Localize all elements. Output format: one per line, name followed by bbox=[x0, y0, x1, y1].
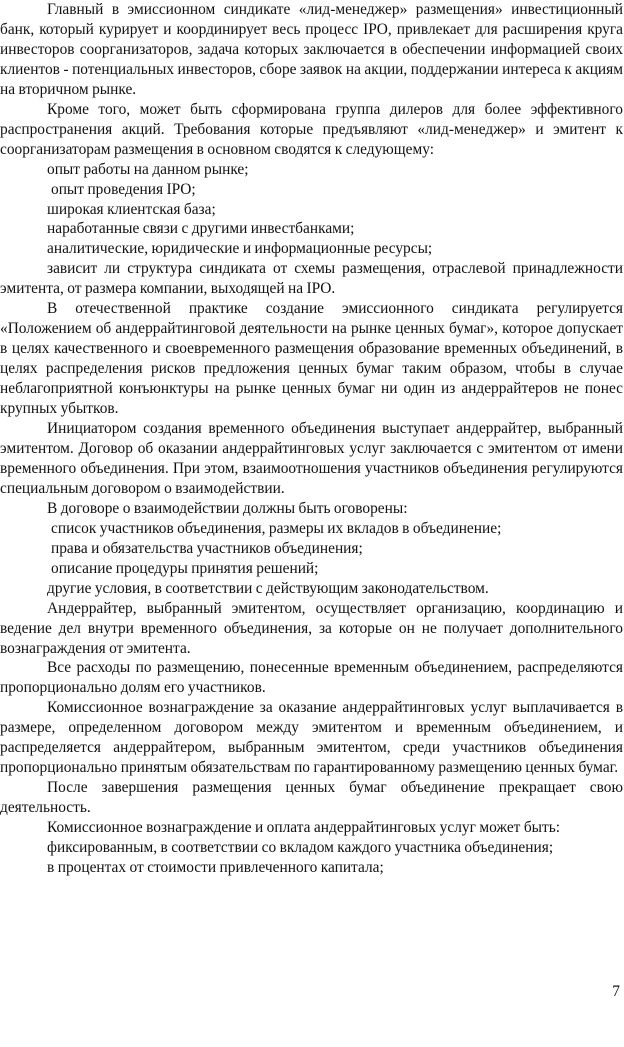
paragraph-domestic-practice: В отечественной практике создание эмиссионного синдиката регулируется «Положением об андеррайтинговой деятельности на рынке ценных бумаг», которое допускает в целях качественного и своевременного размещения образование временных объединений, в целях распределения рисков предложения ценных бумаг таким образом, чтобы в случае неблагоприятной конъюнктуры на рынке ценных бумаг ни один из андеррайтеров не понес крупных убытков. bbox=[0, 300, 623, 418]
paragraph-initiator: Инициатором создания временного объединения выступает андеррайтер, выбранный эмитентом. Договор об оказании андеррайтинговых услуг заключается с эмитентом от имени временного объединения. При этом, взаимоотношения участников объединения регулируются специальным договором о взаимодействии. bbox=[0, 420, 623, 497]
list-item: описание процедуры принятия решений; bbox=[51, 559, 319, 577]
paragraph-payment: Комиссионное вознаграждение и оплата андеррайтинговых услуг может быть: bbox=[47, 819, 561, 837]
list-item: опыт работы на данном рынке; bbox=[47, 160, 249, 178]
list-item: другие условия, в соответствии с действующим законодательством. bbox=[47, 579, 489, 597]
page-number: 7 bbox=[612, 983, 620, 1000]
list-item: в процентах от стоимости привлеченного капитала; bbox=[47, 858, 384, 876]
list-item: права и обязательства участников объединения; bbox=[51, 539, 363, 557]
list-item: широкая клиентская база; bbox=[47, 200, 216, 218]
paragraph-lead-manager: Главный в эмиссионном синдикате «лид-менеджер» размещения» инвестиционный банк, который курирует и координирует весь процесс IPO, привлекает для расширения круга инвесторов соорганизаторов, задача которых заключается в обеспечении информацией своих клиентов - потенциальных инвесторов, сборе заявок на акции, поддержании интереса к акциям на вторичном рынке. bbox=[0, 1, 623, 98]
paragraph-termination: После завершения размещения ценных бумаг объединение прекращает свою деятельность. bbox=[0, 779, 623, 817]
paragraph-expenses: Все расходы по размещению, понесенные временным объединением, распределяются пропорционально долям его участников. bbox=[0, 659, 623, 697]
list-item: аналитические, юридические и информационные ресурсы; bbox=[47, 240, 433, 258]
paragraph-agreement-terms: В договоре о взаимодействии должны быть оговорены: bbox=[47, 499, 408, 517]
paragraph-commission: Комиссионное вознаграждение за оказание андеррайтинговых услуг выплачивается в размере, определенном договором между эмитентом и временным объединением, и распределяется андеррайтером, выбранным эмитентом, среди участников объединения пропорционально принятым обязательствам по гарантированному размещению ценных бумаг. bbox=[0, 699, 623, 777]
list-item: наработанные связи с другими инвестбанками; bbox=[47, 220, 355, 238]
paragraph-underwriter-role: Андеррайтер, выбранный эмитентом, осуществляет организацию, координацию и ведение дел внутри временного объединения, за которые он не получает дополнительного вознаграждения от эмитента. bbox=[0, 599, 623, 657]
list-item-long: зависит ли структура синдиката от схемы размещения, отраслевой принадлежности эмитента, от размера компании, выходящей на IPO. bbox=[0, 260, 623, 298]
list-item: фиксированным, в соответствии со вкладом каждого участника объединения; bbox=[47, 839, 554, 857]
list-item: список участников объединения, размеры их вкладов в объединение; bbox=[51, 519, 502, 537]
list-item: опыт проведения IPO; bbox=[51, 180, 196, 198]
paragraph-dealer-group: Кроме того, может быть сформирована группа дилеров для более эффективного распространения акций. Требования которые предъявляют «лид-менеджер» и эмитент к соорганизаторам размещения в основном сводятся к следующему: bbox=[0, 100, 623, 158]
